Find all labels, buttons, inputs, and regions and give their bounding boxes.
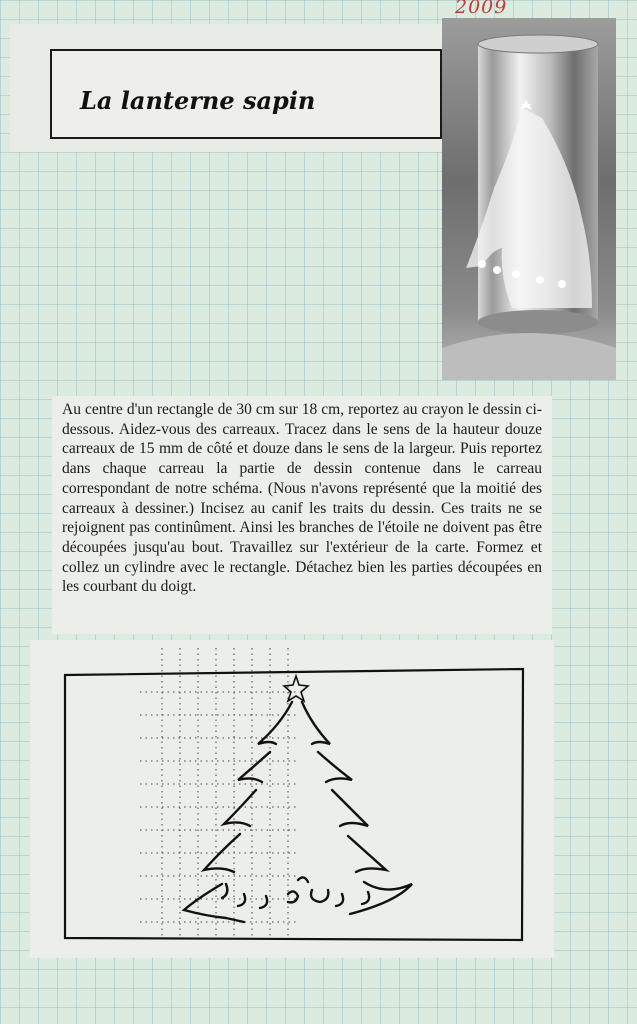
year-annotation: 2009 — [455, 0, 508, 18]
lantern-photo — [442, 18, 616, 380]
diagram-clipping — [30, 640, 554, 958]
tree-pattern-diagram — [30, 640, 554, 958]
instructions-text: Au centre d'un rectangle de 30 cm sur 18 cm, reportez au crayon le dessin ci-dessous. Aidez-vous des carreaux. Tracez dans le sens de la hauteur douze carreaux de 15 mm de côté et douze dans le sens de la largeur. Puis reportez dans chaque carreau la partie de dessin contenue dans le carreau correspondant de notre schéma. (Nous n'avons représenté que la moitié des carreaux à dessiner.) Incisez au canif les traits du dessin. Ces traits ne se rejoignent pas continûment. Ainsi les branches de l'étoile ne doivent pas être découpées jusqu'au bout. Travaillez sur l'extérieur de la carte. Formez et collez un cylindre avec le rectangle. Détachez bien les parties découpées en les courbant du doigt. — [62, 401, 542, 596]
title-clipping — [10, 24, 442, 152]
instructions-clipping — [52, 396, 552, 634]
title-box — [50, 49, 442, 139]
lantern-photo-icon — [442, 18, 616, 380]
page-title: La lanterne sapin — [80, 86, 316, 115]
